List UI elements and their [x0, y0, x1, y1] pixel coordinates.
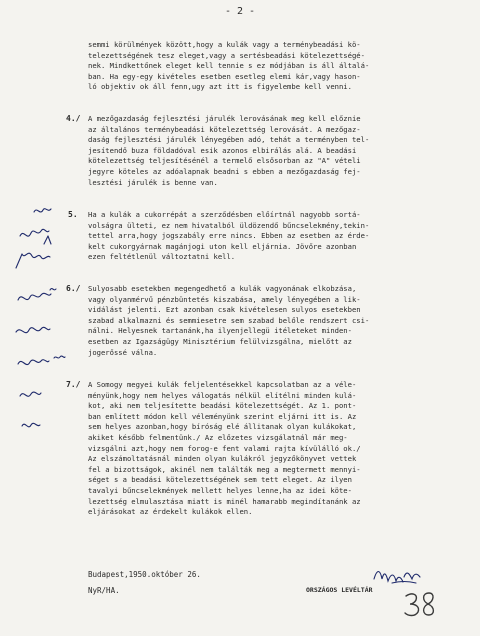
text-line: nek. Mindkettőnek eleget kell tennie s ez módjában is áll általá-: [88, 61, 370, 71]
text-line: ban. Ha egy-egy kivételes esetben esetleg elemi kár,vagy hason-: [88, 71, 361, 81]
text-line: vagy olyanmérvű pénzbüntetés kiszabása, amely lényegében a lik-: [88, 294, 361, 304]
text-line: jegyre köteles az adóalapnak beadni s ebben a mezőgazdaság fej-: [88, 166, 361, 176]
text-line: lesztési járulék is benne van.: [88, 177, 218, 187]
text-line: sem helyes azonban,hogy bíróság elé állitanak olyan kulákokat,: [88, 422, 357, 432]
text-line: séget s a beadási kötelezettségének sem tett eleget. Az ilyen: [88, 475, 352, 485]
text-line: eljárásokat az érdekelt kulákok ellen.: [88, 507, 253, 517]
archive-page-number: [400, 590, 438, 618]
paragraph-number-5: 5.: [68, 210, 78, 219]
paragraph-continuation: [88, 40, 369, 93]
text-line: ezen feltétlenül változtatni kell.: [88, 252, 236, 262]
text-line: jesítendő buza földadóval esik azonos elbirálás alá. A beadási: [88, 145, 357, 155]
text-line: semmi körülmények között,hogy a kulák vagy a terménybeadási kö-: [88, 40, 361, 49]
text-line: A mezőgazdaság fejlesztési járulék lerovásának meg kell előznie: [88, 114, 361, 123]
paragraph-number-7: 7./: [66, 380, 81, 389]
text-line: telezettségének tesz eleget,vagy a sertésbeadási kötelezettségé-: [88, 50, 365, 60]
text-line: tavalyi bűncselekmények mellett helyes lenne,ha az idei köte-: [88, 485, 352, 495]
text-line: fel a bizottságok, akinél nem találták meg a megtermett mennyi-: [88, 464, 361, 474]
text-line: ményünk,hogy nem helyes válogatás nélkül elítélni minden kulá-: [88, 390, 357, 400]
text-line: az általános terménybeadási kötelezettség lerovását. A mezőgaz-: [88, 124, 361, 134]
text-line: akiket később felmentünk./ Az előzetes vizsgálatnál már meg-: [88, 432, 348, 442]
text-line: Ha a kulák a cukorrépát a szerződésben előírtnál nagyobb sortá-: [88, 210, 361, 219]
archive-stamp: ORSZÁGOS LEVÉLTÁR: [306, 586, 373, 594]
text-line: vidálást jelenti. Ezt azonban csak kivételesen sulyos esetekben: [88, 305, 361, 315]
text-line: szabad alkalmazni és semmiesetre sem szabad belőle rendszert csi-: [88, 315, 370, 325]
text-line: kötelezettség teljesítésénél a termelő elsősorban az "A" vételi: [88, 156, 361, 166]
text-line: Az elszámoltatásnál minden olyan kulákról jegyzőkönyvet vettek: [88, 454, 357, 464]
text-line: nálni. Helyesnek tartanánk,ha ilyenjellegü itéleteket minden-: [88, 326, 352, 336]
text-line: ló objektiv ok áll fenn,ugy azt itt is figyelembe kell venni.: [88, 82, 352, 92]
paragraph-7: [88, 380, 361, 518]
text-line: vizsgálni azt,hogy nem forog-e fent valami rajta kívülálló ok./: [88, 443, 361, 453]
place-and-date: Budapest,1950.október 26.: [88, 570, 201, 579]
text-line: esetben az Igazságügy Minisztérium felülvizsgálna, mielőtt az: [88, 336, 352, 346]
text-line: daság fejlesztési járulék lényegében adó, tehát a terményben tel-: [88, 135, 370, 145]
handwritten-margin-note: [6, 198, 76, 498]
paragraph-6: [88, 284, 369, 358]
paragraph-number-6: 6./: [66, 284, 81, 293]
paragraph-5: [88, 210, 369, 263]
document-reference: NyR/HA.: [88, 586, 120, 595]
text-line: lezettség elmulasztása miatt is minél hamarabb megindítanánk az: [88, 496, 361, 506]
paragraph-number-4: 4./: [66, 114, 81, 123]
paragraph-4: [88, 114, 369, 188]
text-line: kelt cukorgyárnak magánjogi uton kell eljárnia. Jövőre azonban: [88, 241, 357, 251]
text-line: kot, aki nem teljesítette beadási kötelezettségét. Az 1. pont-: [88, 401, 357, 411]
text-line: volságra ülteti, ez nem hivatalból üldözendő bűncselekmény,tekin-: [88, 220, 370, 230]
text-line: jogerőssé válna.: [88, 347, 158, 357]
text-line: ban említett módon kell véleményünk szerint eljárni itt is. Az: [88, 411, 357, 421]
signature-image: [372, 563, 422, 585]
text-line: A Somogy megyei kulák feljelentésekkel kapcsolatban az a véle-: [88, 380, 357, 389]
text-line: tettel arra,hogy jogszabály erre nincs. Ebben az esetben az érde-: [88, 231, 370, 241]
page-number: - 2 -: [224, 6, 256, 17]
text-line: Sulyosabb esetekben megengedhető a kulák vagyonának elkobzása,: [88, 284, 357, 293]
